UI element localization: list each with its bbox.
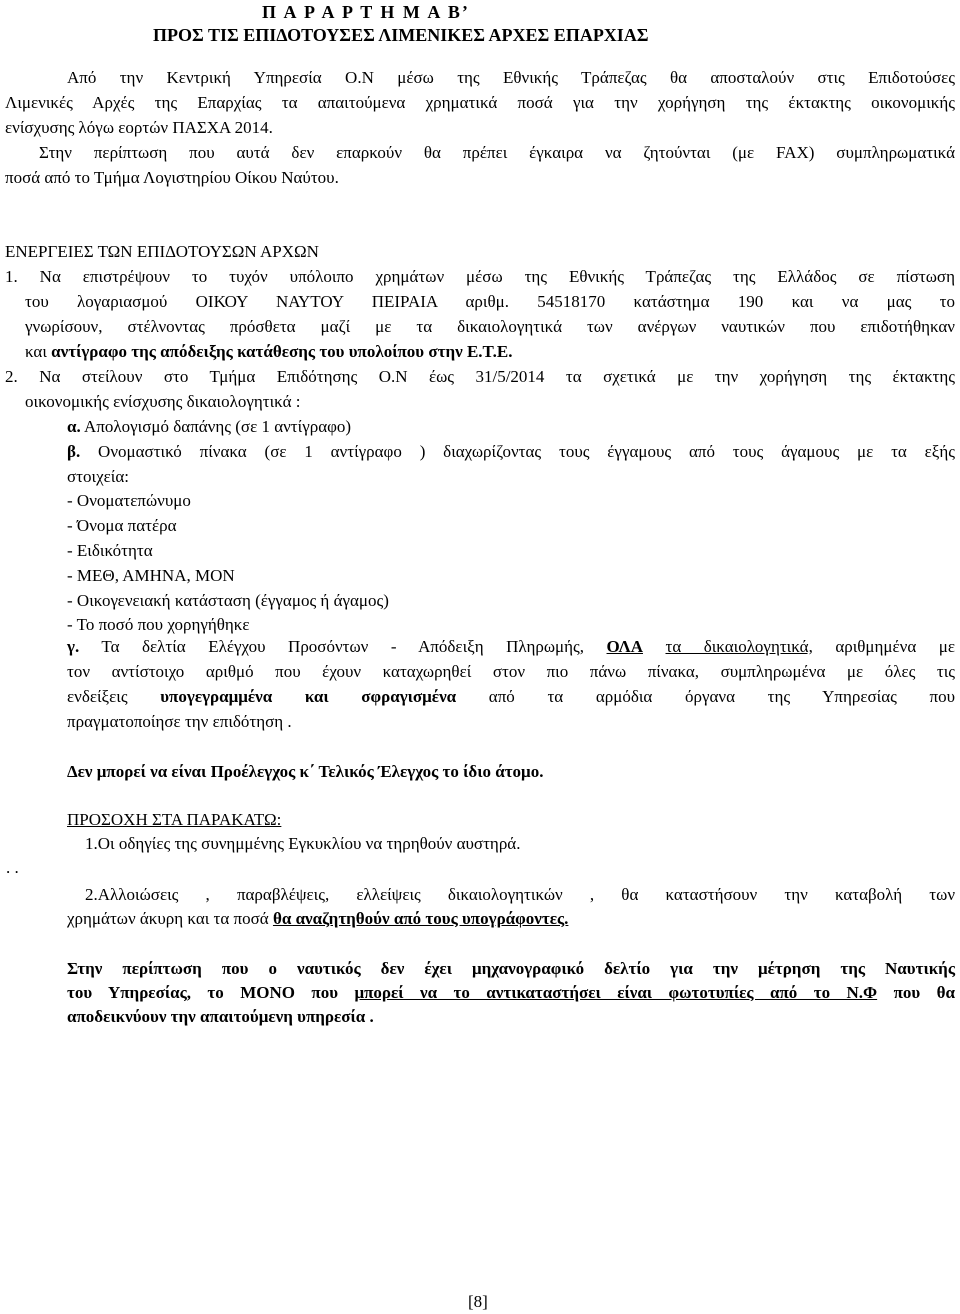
sub-item-b-label: β. bbox=[67, 442, 81, 461]
attention-item-2-plain: χρημάτων άκυρη και τα ποσά bbox=[67, 909, 273, 928]
field-list-item: - Το ποσό που χορηγήθηκε bbox=[67, 615, 250, 634]
dots-mark: . . bbox=[6, 858, 19, 877]
action-2-line-2: οικονομικής ενίσχυσης δικαιολογητικά : bbox=[25, 392, 301, 411]
sub-item-a bbox=[67, 415, 351, 439]
sub-item-b-continued: στοιχεία: bbox=[67, 467, 129, 486]
sub-item-a-label: α. bbox=[67, 417, 81, 436]
sub-item-c-text: Τα δελτία Ελέγχου Προσόντων - Απόδειξη Πληρωμής, bbox=[79, 637, 607, 656]
action-1-line-2: του λογαριασμού ΟΙΚΟΥ ΝΑΥΤΟΥ ΠΕΙΡΑΙΑ αριθμ. 54518170 κατάστημα 190 και να μας το bbox=[25, 292, 955, 311]
sub-item-b bbox=[67, 440, 955, 464]
action-1-line-1: 1. Να επιστρέψουν το τυχόν υπόλοιπο χρημάτων μέσω της Εθνικής Τράπεζας της Ελλάδος σε πίστωση bbox=[5, 267, 955, 286]
signed-stamped-text: υπογεγραμμένα και σφραγισμένα bbox=[160, 687, 457, 706]
intro-line-3: ενίσχυσης λόγω εορτών ΠΑΣΧΑ 2014. bbox=[5, 118, 273, 137]
intro-line-2: Λιμενικές Αρχές της Επαρχίας τα απαιτούμενα χρηματικά ποσά για την χορήγηση της έκτακτης οικονομικής bbox=[5, 93, 955, 112]
attention-heading: ΠΡΟΣΟΧΗ ΣΤΑ ΠΑΡΑΚΑΤΩ: bbox=[67, 810, 282, 829]
photocopies-underlined: μπορεί να το αντικαταστήσει είναι φωτοτυπίες από το Ν.Φ bbox=[354, 983, 878, 1002]
field-list-item: - Ειδικότητα bbox=[67, 541, 153, 560]
space bbox=[643, 637, 666, 656]
final-line-2-start: του Υπηρεσίας, το ΜΟΝΟ που bbox=[67, 983, 355, 1002]
field-list-item: - Οικογενειακή κατάσταση (έγγαμος ή άγαμος) bbox=[67, 591, 389, 610]
sub-item-c-line-3-start: ενδείξεις bbox=[67, 687, 161, 706]
final-line-2 bbox=[67, 981, 955, 1005]
action-2-line-1: 2. Να στείλουν στο Τμήμα Επιδότησης Ο.Ν έως 31/5/2014 τα σχετικά με την χορήγηση της έκτακτης bbox=[5, 367, 955, 386]
documents-underlined: τα δικαιολογητικά, bbox=[665, 637, 813, 656]
final-line-3: αποδεικνύουν την απαιτούμενη υπηρεσία . bbox=[67, 1007, 374, 1026]
sub-item-a-text: Απολογισμό δαπάνης (σε 1 αντίγραφο) bbox=[80, 417, 352, 436]
sub-item-c-line-3 bbox=[67, 685, 955, 709]
page-number: [8] bbox=[468, 1292, 488, 1311]
final-line-1: Στην περίπτωση που ο ναυτικός δεν έχει μηχανογραφικό δελτίο για την μέτρηση της Ναυτικής bbox=[67, 959, 955, 978]
sub-item-c-text-end: αριθμημένα με bbox=[812, 637, 956, 656]
actions-heading: ΕΝΕΡΓΕΙΕΣ ΤΩΝ ΕΠΙΔΟΤΟΥΣΩΝ ΑΡΧΩΝ bbox=[5, 242, 319, 261]
attention-item-1: 1.Οι οδηγίες της συνημμένης Εγκυκλίου να τηρηθούν αυστηρά. bbox=[85, 834, 521, 853]
signatories-reclaim: θα αναζητηθούν από τους υπογράφοντες. bbox=[272, 909, 569, 928]
sub-item-c-line-2: τον αντίστοιχο αριθμό που έχουν καταχωρηθεί στον πιο πάνω πίνακα, συμπληρωμένα με όλες τις bbox=[67, 662, 955, 681]
sub-item-c-line-4: πραγματοποίησε την επιδότηση . bbox=[67, 712, 292, 731]
all-emphasis: ΟΛΑ bbox=[606, 637, 643, 656]
control-note: Δεν μπορεί να είναι Προέλεγχος κ΄ Τελικός Έλεγχος το ίδιο άτομο. bbox=[67, 762, 544, 781]
sub-item-c-line-3-end: από τα αρμόδια όργανα της Υπηρεσίας που bbox=[456, 687, 955, 706]
field-list-item: - Όνομα πατέρα bbox=[67, 516, 177, 535]
intro-line-5: ποσά από το Τμήμα Λογιστηρίου Οίκου Ναύτου. bbox=[5, 168, 339, 187]
sub-item-b-text: Ονομαστικό πίνακα (σε 1 αντίγραφο ) διαχωρίζοντας τους έγγαμους από τους άγαμους με τα εξής bbox=[80, 442, 955, 461]
sub-item-c-label: γ. bbox=[67, 637, 80, 656]
attention-item-2-line-1: 2.Αλλοιώσεις , παραβλέψεις, ελλείψεις δικαιολογητικών , θα καταστήσουν την καταβολή των bbox=[85, 885, 955, 904]
deposit-receipt-text: αντίγραφο της απόδειξης κατάθεσης του υπολοίπου στην Ε.Τ.Ε. bbox=[51, 342, 513, 361]
document-title: Π Α Ρ Α Ρ Τ Η Μ Α Β’ bbox=[262, 2, 470, 22]
final-line-2-end: που θα bbox=[877, 983, 956, 1002]
field-list-item: - ΜΕΘ, ΑΜΗΝΑ, ΜΟΝ bbox=[67, 566, 235, 585]
sub-item-c-line-1 bbox=[67, 635, 955, 659]
action-1-line-4-plain: και bbox=[25, 342, 52, 361]
field-list-item: - Ονοματεπώνυμο bbox=[67, 491, 191, 510]
intro-line-1: Από την Κεντρική Υπηρεσία Ο.Ν μέσω της Εθνικής Τράπεζας θα αποσταλούν στις Επιδοτούσες bbox=[67, 68, 955, 87]
document-subtitle: ΠΡΟΣ ΤΙΣ ΕΠΙΔΟΤΟΥΣΕΣ ΛΙΜΕΝΙΚΕΣ ΑΡΧΕΣ ΕΠΑΡΧΙΑΣ bbox=[153, 25, 649, 45]
action-1-line-4 bbox=[25, 340, 512, 364]
attention-item-2-line-2 bbox=[67, 907, 568, 931]
action-1-line-3: γνωρίσουν, στέλνοντας πρόσθετα μαζί με τα δικαιολογητικά των ανέργων ναυτικών που επιδοτήθηκαν bbox=[25, 317, 955, 336]
intro-line-4: Στην περίπτωση που αυτά δεν επαρκούν θα πρέπει έγκαιρα να ζητούνται (με FAX) συμπληρωματικά bbox=[39, 143, 955, 162]
